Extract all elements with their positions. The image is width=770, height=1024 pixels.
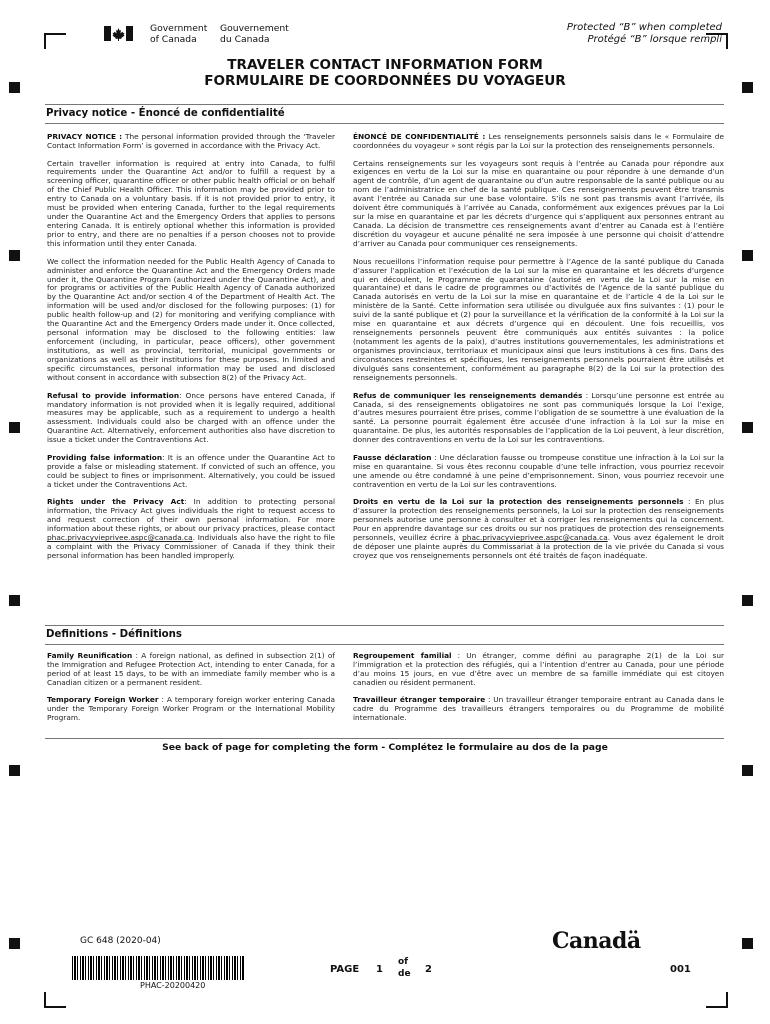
privacy-paragraph: Certain traveller information is required at entry into Canada, to fulfil requirements under the Quarantine Act and/or to fulfill a request by a screening officer, quarantine officer or other public health official or on behalf of the Chief Public Health Officer. This information may be provided prior to entry to Canada on a voluntary basis. If it is not provided prior to entry, it must be provided when entering Canada, further to the legal requirements under the Quarantine Act and the Emergency Orders that applies to persons entering Canada. It is entirely optional whether this information is provided prior to entry, and there are no penalties if a person chooses not to provide this information until they enter Canada.	[47, 158, 335, 249]
page-of-fr: de	[398, 969, 411, 979]
privacy-paragraph: Droits en vertu de la Loi sur la protection des renseignements personnels : En plus d’assurer la protection des renseignements personnels, la Loi sur la protection des renseignements personnels autorise une personne à consulter et à corriger les renseignements qui la concernent. Pour en apprendre davantage sur ces droits ou sur nos pratiques de protection des renseignements personnels, veuillez écrire à phac.privacyvieprivee.aspc@canada.ca. Vous avez également le droit de déposer une plainte auprès du Commissariat à la protection de la vie privée du Canada si vous croyez que vos renseignements personnels ont été traités de façon inadéquate.	[353, 497, 724, 560]
registration-mark	[742, 938, 753, 949]
form-title-fr: FORMULAIRE DE COORDONNÉES DU VOYAGEUR	[204, 72, 566, 89]
registration-mark	[742, 422, 753, 433]
privacy-paragraph: PRIVACY NOTICE : The personal information provided through the ‘Traveler Contact Information Form’ is governed in accordance with the Privacy Act.	[47, 132, 335, 150]
registration-mark	[9, 250, 20, 261]
registration-mark	[9, 422, 20, 433]
definitions-column-fr	[353, 652, 724, 732]
definitions-heading: Definitions - Définitions	[46, 629, 182, 640]
canada-wordmark: Canadä	[552, 928, 641, 954]
privacy-paragraph: Nous recueillons l’information requise pour permettre à l’Agence de la santé publique du Canada d’assurer l’application et l’exécution de la Loi sur la mise en quarantaine et les décrets d’urgence qui en découlent, le Programme de quarantaine (autorisé en vertu de la Loi sur la mise en quarantaine) et dans le cadre de programmes ou d’activités de l’Agence de la santé publique du Canada autorisés en vertu de la Loi sur la mise en quarantaine et de l’article 4 de la Loi sur le ministère de la Santé. Cette information sera utilisée ou divulguée aux fins suivantes : (1) pour le suivi de la santé publique et (2) pour la surveillance et la vérification de la conformité à la Loi sur la mise en quarantaine et aux décrets d’urgence qui en découlent. Une fois recueillis, vos renseignements personnels peuvent être communiqués aux entités suivantes : la police (notamment les agents de la paix), d’autres institutions gouvernementales, les administrations et organismes provinciaux, territoriaux et municipaux ainsi que leurs institutions à ces fins. Dans des circonstances restreintes et spécifiques, les renseignements personnels pourraient être utilisés et divulgués sans consentement, conformément au paragraphe 8(2) de la Loi sur la protection des renseignements personnels.	[353, 256, 724, 383]
privacy-paragraph: Refusal to provide information: Once persons have entered Canada, if mandatory information is not provided when it is legally required, additional measures may be applicable, such as a requirement to undergo a health assessment. Individuals could also be charged with an offence under the Quarantine Act. Alternatively, enforcement authorities also have discretion to issue a ticket under the Contraventions Act.	[47, 390, 335, 445]
privacy-paragraph: ÉNONCÉ DE CONFIDENTIALITÉ : Les renseignements personnels saisis dans le « Formulaire de coordonnées du voyageur » sont régis par la Loi sur la protection des renseignements personnels.	[353, 132, 724, 150]
page-of-en: of	[398, 957, 409, 967]
crop-mark-bottom-right	[706, 992, 728, 1008]
privacy-paragraph: Rights under the Privacy Act: In addition to protecting personal information, the Privacy Act gives individuals the right to request access to and request correction of their own personal information. For more information about these rights, or about our privacy practices, please contact phac.privacyvieprivee.aspc@canada.ca. Individuals also have the right to file a complaint with the Privacy Commissioner of Canada if they think their personal information has been handled improperly.	[47, 497, 335, 560]
registration-mark	[9, 938, 20, 949]
crop-mark-bottom-left	[44, 992, 66, 1008]
divider	[45, 123, 724, 124]
divider	[45, 625, 724, 626]
registration-mark	[9, 765, 20, 776]
definition-item: Regroupement familial : Un étranger, comme défini au paragraphe 2(1) de la Loi sur l’immigration et la protection des réfugiés, qui a l’intention d’entrer au Canada, pour une période d’au moins 15 jours, en vue d’être avec un membre de sa famille immédiate qui est citoyen canadien ou résident permanent.	[353, 651, 724, 687]
protected-b-notice: Protected “B” when completed Protégé “B” lorsque rempli	[566, 22, 722, 45]
divider	[45, 644, 724, 645]
page-total: 2	[425, 964, 432, 975]
privacy-heading: Privacy notice - Énoncé de confidentialité	[46, 108, 285, 119]
definitions-column-en	[47, 652, 335, 732]
form-title	[0, 58, 770, 89]
divider	[45, 104, 724, 105]
barcode	[72, 956, 244, 980]
government-of-canada-fr: Gouvernement du Canada	[220, 23, 289, 45]
definition-item: Family Reunification : A foreign national, as defined in subsection 2(1) of the Immigration and Refugee Protection Act, intending to enter Canada, for a period of at least 15 days, to be with an immediate family member who is a Canadian citizen or a permanent resident.	[47, 651, 336, 687]
page-label: PAGE	[330, 964, 360, 975]
privacy-email-link[interactable]: phac.privacyvieprivee.aspc@canada.ca	[47, 533, 193, 543]
form-number: 001	[670, 964, 691, 975]
privacy-column-en	[47, 133, 335, 570]
privacy-column-fr	[353, 133, 724, 570]
government-of-canada-en: Government of Canada	[150, 23, 208, 45]
registration-mark	[742, 765, 753, 776]
privacy-paragraph: Providing false information: It is an offence under the Quarantine Act to provide a false or misleading statement. If convicted of such an offence, you could be subject to fines or imprisonment. Alternatively, you could be issued a ticket under the Contraventions Act.	[47, 452, 335, 489]
form-title-en: TRAVELER CONTACT INFORMATION FORM	[227, 57, 543, 73]
definition-item: Travailleur étranger temporaire : Un travailleur étranger temporaire entrant au Canada dans le cadre du Programme des travailleurs étrangers temporaires ou du Programme de mobilité internationale.	[353, 695, 724, 723]
privacy-paragraph: We collect the information needed for the Public Health Agency of Canada to administer and enforce the Quarantine Act and the Emergency Orders made under it, the Quarantine Program (authorized under the Quarantine Act), and for programs or activities of the Public Health Agency of Canada authorized by the Quarantine Act and/or section 4 of the Department of Health Act. The information will be used and/or disclosed for the following purposes: (1) for public health follow-up and (2) for monitoring and verifying compliance with the Quarantine Act and the Emergency Orders made under it. Once collected, personal information may be disclosed to the following entities: law enforcement (including, in particular, peace officers), other government institutions, as well as provincial, territorial, municipal governments or organizations as well as their institutions for these purposes. In limited and specific circumstances, personal information may be used and disclosed without consent in accordance with subsection 8(2) of the Privacy Act.	[47, 256, 335, 383]
registration-mark	[9, 595, 20, 606]
form-code: GC 648 (2020-04)	[80, 936, 161, 946]
page-number: 1	[376, 964, 383, 975]
crop-mark-top-left	[44, 33, 66, 49]
privacy-paragraph: Refus de communiquer les renseignements demandés : Lorsqu’une personne est entrée au Canada, si des renseignements obligatoires ne sont pas communiqués lorsque la Loi l’exige, d’autres mesures pourraient être prises, comme l’obligation de se soumettre à une évaluation de la santé. La personne pourrait également être accusée d’une infraction à la Loi sur la mise en quarantaine. De plus, les autorités responsables de l’application de la Loi peuvent, à leur discrétion, donner des contraventions en vertu de la Loi sur les contraventions.	[353, 390, 724, 445]
canada-flag-icon	[104, 26, 133, 41]
divider	[45, 738, 724, 739]
privacy-email-link[interactable]: phac.privacyvieprivee.aspc@canada.ca	[462, 533, 608, 543]
registration-mark	[742, 250, 753, 261]
registration-mark	[742, 595, 753, 606]
back-of-page-note: See back of page for completing the form - Complétez le formulaire au dos de la page	[162, 742, 608, 753]
barcode-text: PHAC-20200420	[140, 981, 206, 990]
privacy-paragraph: Certains renseignements sur les voyageurs sont requis à l’entrée au Canada pour répondre aux exigences en vertu de la Loi sur la mise en quarantaine ou pour répondre à une demande d’un agent de contrôle, d’un agent de quarantaine ou d’un autre responsable de la santé publique ou au nom de l’administratrice en chef de la santé publique. Ces renseignements peuvent être transmis avant l’entrée au Canada sur une base volontaire. S’ils ne sont pas transmis avant l’arrivée, ils doivent être communiqués à l’arrivée au Canada, conformément aux exigences prévues par la Loi sur la mise en quarantaine et par les décrets d’urgence qui s’appliquent aux personnes entrant au Canada. La décision de transmettre ces renseignements avant d’entrer au Canada est à l’entière discrétion du voyageur et aucune pénalité ne sera imposée à une personne qui choisit d’attendre d’arriver au Canada pour communiquer ces renseignements.	[353, 158, 724, 249]
definition-item: Temporary Foreign Worker : A temporary foreign worker entering Canada under the Temporary Foreign Worker Program or the International Mobility Program.	[47, 695, 335, 723]
privacy-paragraph: Fausse déclaration : Une déclaration fausse ou trompeuse constitue une infraction à la Loi sur la mise en quarantaine. Si vous êtes reconnu coupable d’une telle infraction, vous pourriez recevoir une amende ou être condamné à une peine d’emprisonnement. Sinon, vous pourriez recevoir une contravention en vertu de la Loi sur les contraventions.	[353, 452, 724, 489]
